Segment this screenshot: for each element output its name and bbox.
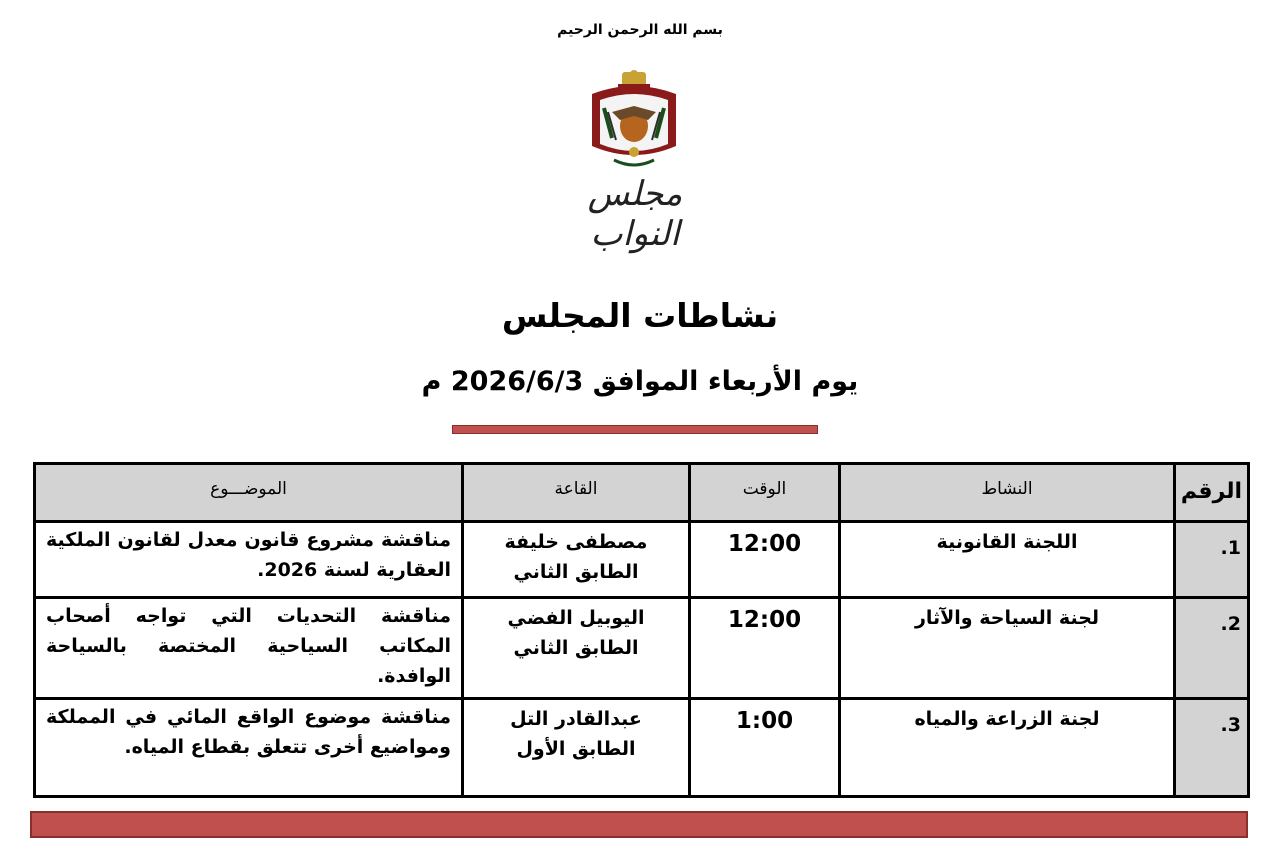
table-row xyxy=(35,598,1249,699)
row-number: 1. xyxy=(1175,522,1249,598)
row-topic: مناقشة التحديات التي تواجه أصحاب المكاتب السياحية المختصة بالسياحة الوافدة. xyxy=(35,598,463,699)
date-subtitle: يوم الأربعاء الموافق 2026/6/3 م xyxy=(421,366,859,397)
row-activity: لجنة الزراعة والمياه xyxy=(840,699,1175,797)
row-time: 12:00 xyxy=(690,598,840,699)
hall-floor: الطابق الثاني xyxy=(513,561,639,583)
title-divider-bar xyxy=(452,425,818,434)
row-number: 2. xyxy=(1175,598,1249,699)
header-activity: النشاط xyxy=(840,464,1175,522)
header-number: الرقم xyxy=(1175,464,1249,522)
row-hall xyxy=(463,522,690,598)
table-header-row xyxy=(35,464,1249,522)
basmala: بسم الله الرحمن الرحيم xyxy=(557,22,723,38)
footer-bar xyxy=(30,811,1248,838)
hall-floor: الطابق الثاني xyxy=(513,637,639,659)
hall-floor: الطابق الأول xyxy=(516,738,636,760)
header-topic: الموضـــوع xyxy=(35,464,463,522)
header-time: الوقت xyxy=(690,464,840,522)
header-hall: القاعة xyxy=(463,464,690,522)
row-activity: اللجنة القانونية xyxy=(840,522,1175,598)
hall-name: مصطفى خليفة xyxy=(504,531,648,553)
table-row xyxy=(35,699,1249,797)
parliament-logo-text: مجلس النواب xyxy=(587,174,683,254)
row-topic: مناقشة مشروع قانون معدل لقانون الملكية العقارية لسنة 2026. xyxy=(35,522,463,598)
activities-table xyxy=(33,462,1250,798)
row-activity: لجنة السياحة والآثار xyxy=(840,598,1175,699)
row-time: 1:00 xyxy=(690,699,840,797)
coat-of-arms-emblem xyxy=(582,68,686,176)
row-hall xyxy=(463,699,690,797)
hall-name: عبدالقادر التل xyxy=(510,708,642,730)
row-topic: مناقشة موضوع الواقع المائي في المملكة ومواضيع أخرى تتعلق بقطاع المياه. xyxy=(35,699,463,797)
table-row xyxy=(35,522,1249,598)
page-title: نشاطات المجلس xyxy=(501,296,779,335)
hall-name: اليوبيل الفضي xyxy=(507,607,645,629)
row-time: 12:00 xyxy=(690,522,840,598)
row-hall xyxy=(463,598,690,699)
row-number: 3. xyxy=(1175,699,1249,797)
